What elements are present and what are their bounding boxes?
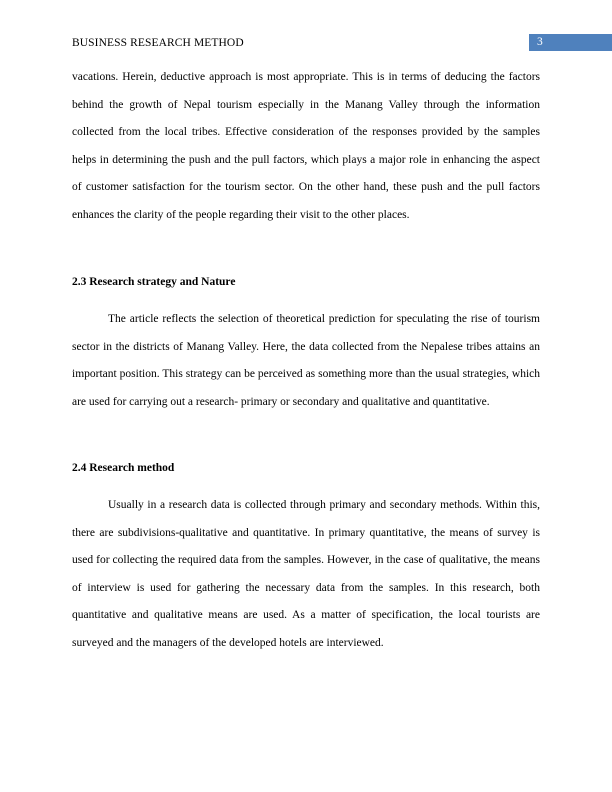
page-number: 3 <box>537 36 543 48</box>
paragraph-continuation: vacations. Herein, deductive approach is most appropriate. This is in terms of deducing the factors behind the growth of Nepal tourism especially in the Manang Valley through the information collected from the local tribes. Effective consideration of the responses provided by the samples helps in determining the push and the pull factors, which plays a major role in enhancing the aspect of customer satisfaction for the tourism sector. On the other hand, these push and the pull factors enhances the clarity of the people regarding their visit to the other places. <box>72 71 540 221</box>
section-heading-2-3: 2.3 Research strategy and Nature <box>72 276 236 288</box>
section-heading-2-4: 2.4 Research method <box>72 462 175 474</box>
paragraph-research-method: Usually in a research data is collected through primary and secondary methods. Within this, there are subdivisions-qualitative and quantitative. In primary quantitative, the means of survey is used for collecting the required data from the samples. However, in the case of qualitative, the means of interview is used for gathering the necessary data from the samples. In this research, both quantitative and qualitative means are used. As a matter of specification, the local tourists are surveyed and the managers of the developed hotels are interviewed. <box>72 499 540 649</box>
page-number-badge <box>529 34 612 51</box>
paragraph-research-strategy: The article reflects the selection of theoretical prediction for speculating the rise of tourism sector in the districts of Manang Valley. Here, the data collected from the Nepalese tribes attains an important position. This strategy can be perceived as something more than the usual strategies, which are used for carrying out a research- primary or secondary and qualitative and quantitative. <box>72 313 540 408</box>
running-header-title: BUSINESS RESEARCH METHOD <box>72 37 244 49</box>
